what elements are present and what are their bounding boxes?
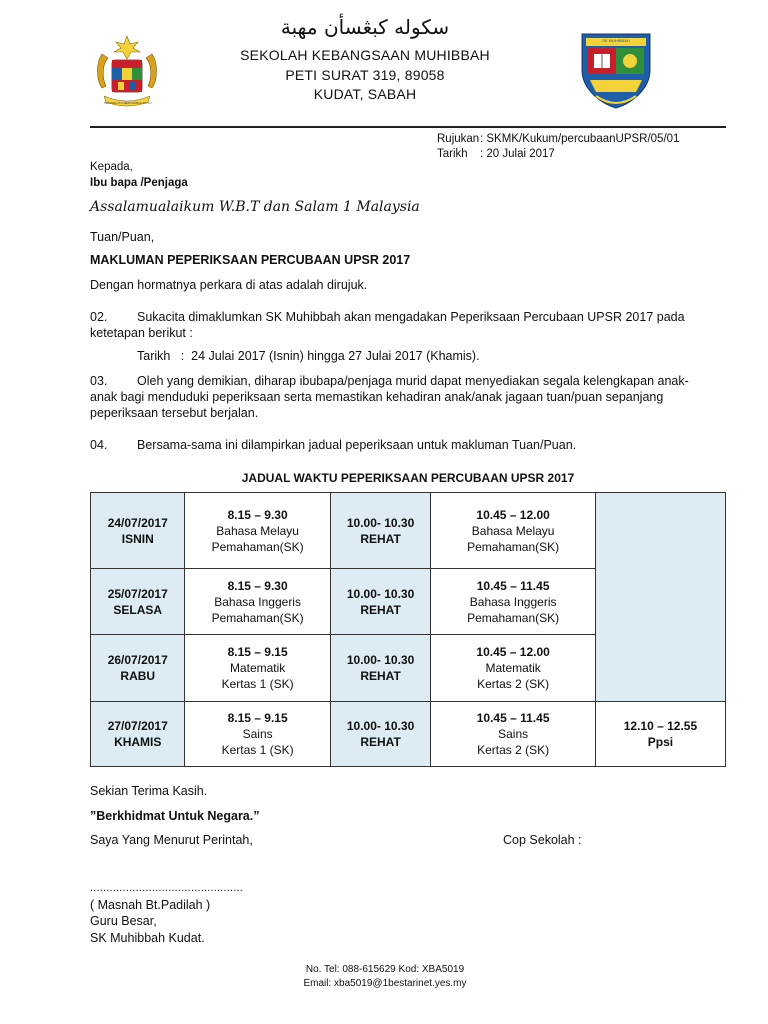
- session2-time: 10.45 – 11.45: [476, 578, 550, 593]
- closing-thanks: Sekian Terima Kasih.: [90, 784, 208, 798]
- session2-cell: [431, 569, 596, 635]
- closing-motto: ”Berkhidmat Untuk Negara.”: [90, 809, 260, 823]
- letter-subject: MAKLUMAN PEPERIKSAAN PERCUBAAN UPSR 2017: [90, 253, 411, 267]
- session3-subject: Ppsi: [647, 735, 674, 749]
- paragraph-03-number: 03.: [90, 374, 108, 388]
- exam-dates: Tarikh : 24 Julai 2017 (Isnin) hingga 27 Julai 2017 (Khamis).: [137, 349, 480, 363]
- session2-cell: [431, 702, 596, 767]
- break-time: 10.00- 10.30: [346, 653, 415, 667]
- salutation: Tuan/Puan,: [90, 230, 155, 244]
- paragraph-02-number: 02.: [90, 310, 108, 324]
- session1-paper: Kertas 1 (SK): [221, 743, 294, 757]
- school-address-line1: PETI SURAT 319, 89058: [285, 67, 445, 83]
- session2-subject: Sains: [498, 727, 529, 741]
- date-cell: [91, 569, 185, 635]
- greeting: Assalamualaikum W.B.T dan Salam 1 Malaysia: [90, 199, 420, 215]
- session1-cell: [185, 702, 330, 767]
- session2-paper: Kertas 2 (SK): [477, 743, 550, 757]
- exam-day: KHAMIS: [114, 735, 162, 749]
- session2-subject: Bahasa Inggeris: [469, 594, 557, 609]
- session2-paper: Kertas 2 (SK): [477, 677, 550, 691]
- paragraph-04-line1: Bersama-sama ini dilampirkan jadual peperiksaan untuk makluman Tuan/Puan.: [137, 438, 577, 452]
- closing-order: Saya Yang Menurut Perintah,: [90, 833, 253, 847]
- school-crest-label: SK MUHIBBAH: [602, 38, 630, 43]
- school-stamp-label: Cop Sekolah :: [503, 833, 582, 847]
- exam-day: RABU: [120, 669, 156, 683]
- exam-date: 26/07/2017: [107, 653, 168, 667]
- paragraph-02-line2: ketetapan berikut :: [90, 326, 193, 340]
- school-address-line2: KUDAT, SABAH: [313, 86, 417, 102]
- date-cell: [91, 493, 185, 569]
- letterhead: [0, 0, 768, 135]
- date-label: Tarikh: [437, 148, 468, 160]
- header-divider: [90, 126, 726, 128]
- footer-email: Email: xba5019@1bestarinet.yes.my: [303, 978, 467, 989]
- session1-paper: Pemahaman(SK): [211, 610, 304, 625]
- kepada-label: Kepada,: [90, 161, 133, 173]
- session1-subject: Sains: [242, 727, 273, 741]
- exam-schedule-table: [90, 492, 726, 767]
- exam-day: ISNIN: [121, 531, 154, 546]
- reference-label: Rujukan: [437, 133, 480, 145]
- session1-time: 8.15 – 9.30: [227, 507, 288, 522]
- exam-day: SELASA: [113, 602, 163, 617]
- signatory-name: ( Masnah Bt.Padilah ): [90, 898, 211, 912]
- session2-cell: [431, 635, 596, 702]
- coat-of-arms-motto: BERSEKUTU BERTAMBAH MUTU: [104, 101, 152, 105]
- date-value: : 20 Julai 2017: [480, 148, 555, 160]
- school-name-jawi: سكوله كبڠسأن مهبة: [280, 15, 450, 39]
- session2-subject: Matematik: [485, 661, 541, 675]
- session2-paper: Pemahaman(SK): [467, 610, 560, 625]
- date-cell: [91, 635, 185, 702]
- signatory-position: Guru Besar,: [90, 914, 157, 928]
- exam-date: 24/07/2017: [107, 515, 168, 530]
- session1-paper: Kertas 1 (SK): [221, 677, 294, 691]
- session1-cell: [185, 569, 330, 635]
- break-time: 10.00- 10.30: [346, 586, 415, 601]
- session1-subject: Bahasa Inggeris: [214, 594, 301, 609]
- break-time: 10.00- 10.30: [346, 719, 415, 733]
- break-label: REHAT: [360, 735, 401, 749]
- paragraph-03-line2: anak bagi menduduki peperiksaan serta memastikan kehadiran anak/anak jagaan tuan/puan sepanjang: [90, 390, 664, 404]
- paragraph-02-line1: Sukacita dimaklumkan SK Muhibbah akan mengadakan Peperiksaan Percubaan UPSR 2017 pada: [137, 310, 685, 324]
- break-cell: [330, 635, 431, 702]
- school-name: SEKOLAH KEBANGSAAN MUHIBBAH: [240, 47, 490, 63]
- signature-line: ...............................................: [90, 882, 244, 894]
- session2-time: 10.45 – 12.00: [476, 645, 550, 659]
- session3-cell: [595, 702, 725, 767]
- session1-time: 8.15 – 9.30: [227, 578, 288, 593]
- malaysia-coat-of-arms-icon: [88, 32, 166, 110]
- signatory-school: SK Muhibbah Kudat.: [90, 931, 205, 945]
- break-label: REHAT: [360, 531, 401, 546]
- break-label: REHAT: [360, 602, 401, 617]
- session2-cell: [431, 493, 596, 569]
- recipient: Ibu bapa /Penjaga: [90, 177, 188, 189]
- break-cell: [330, 569, 431, 635]
- intro-paragraph: Dengan hormatnya perkara di atas adalah dirujuk.: [90, 278, 368, 292]
- session1-cell: [185, 493, 330, 569]
- session2-time: 10.45 – 12.00: [476, 507, 550, 522]
- table-row: [91, 493, 726, 569]
- break-label: REHAT: [360, 669, 401, 683]
- exam-date: 25/07/2017: [107, 586, 168, 601]
- paragraph-03-line3: peperiksaan tersebut berjalan.: [90, 406, 259, 420]
- session2-subject: Bahasa Melayu: [471, 523, 555, 538]
- paragraph-04-number: 04.: [90, 438, 108, 452]
- session1-cell: [185, 635, 330, 702]
- paragraph-03-line1: Oleh yang demikian, diharap ibubapa/penjaga murid dapat menyediakan segala kelengkapan anak-: [137, 374, 689, 388]
- date-cell: [91, 702, 185, 767]
- session1-subject: Bahasa Melayu: [216, 523, 299, 538]
- session2-paper: Pemahaman(SK): [467, 539, 560, 554]
- session1-paper: Pemahaman(SK): [211, 539, 304, 554]
- session3-time: 12.10 – 12.55: [623, 719, 698, 733]
- schedule-title: JADUAL WAKTU PEPERIKSAAN PERCUBAAN UPSR 2017: [241, 471, 575, 485]
- break-cell: [330, 493, 431, 569]
- session1-time: 8.15 – 9.15: [227, 711, 288, 725]
- session3-empty-cell: [595, 493, 725, 702]
- reference-value: : SKMK/Kukum/percubaanUPSR/05/01: [480, 133, 680, 145]
- break-time: 10.00- 10.30: [346, 515, 415, 530]
- table-row: [91, 702, 726, 767]
- break-cell: [330, 702, 431, 767]
- exam-date: 27/07/2017: [107, 719, 168, 733]
- footer-phone: No. Tel: 088-615629 Kod: XBA5019: [305, 964, 465, 975]
- session1-time: 8.15 – 9.15: [227, 645, 288, 659]
- session1-subject: Matematik: [229, 661, 286, 675]
- session2-time: 10.45 – 11.45: [476, 711, 550, 725]
